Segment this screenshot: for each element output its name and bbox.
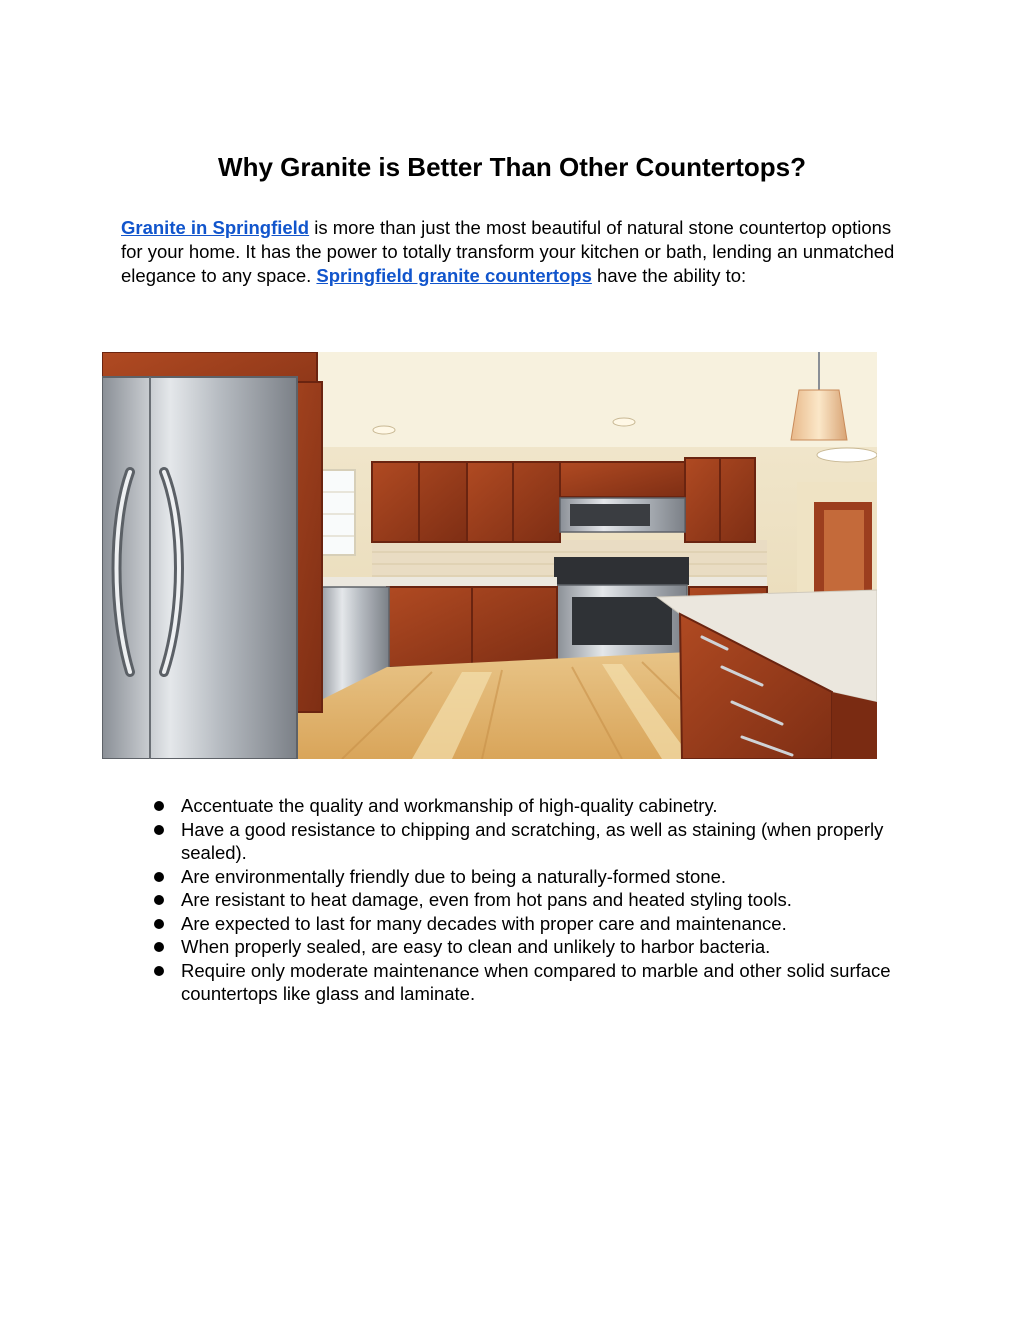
benefits-list (152, 794, 912, 1006)
kitchen-photo (102, 352, 877, 759)
bullet-icon (154, 872, 164, 882)
bullet-icon (154, 895, 164, 905)
list-item (152, 959, 912, 1006)
list-item-text: Are resistant to heat damage, even from hot pans and heated styling tools. (181, 889, 792, 910)
list-item (152, 935, 912, 959)
bullet-icon (154, 942, 164, 952)
list-item (152, 865, 912, 889)
ceiling-light (373, 426, 395, 434)
list-item-text: Are environmentally friendly due to being a naturally-formed stone. (181, 865, 727, 887)
upper-cabinet (560, 462, 685, 497)
intro-text-1: is more than just the most beautiful of natural stone countertop options for your home. It has the power to totally transform your kitchen or bath, lending an unmatched elegance to any space. (121, 217, 895, 286)
microwave-window (570, 504, 650, 526)
page-title: Why Granite is Better Than Other Countertops? (218, 152, 806, 182)
bullet-icon (154, 825, 164, 835)
bullet-icon (154, 966, 164, 976)
bullet-icon (154, 801, 164, 811)
island-side (832, 692, 877, 759)
list-item-text: Have a good resistance to chipping and scratching, as well as staining (when properly sealed). (181, 818, 884, 863)
window (320, 470, 355, 555)
list-item (152, 912, 912, 936)
stove-top (554, 557, 689, 585)
countertop (689, 577, 767, 587)
intro-text-2: have the ability to: (591, 265, 747, 286)
ceiling-light (817, 448, 877, 462)
pendant-lamp (791, 390, 847, 440)
list-item (152, 888, 912, 912)
refrigerator (102, 377, 297, 759)
list-item (152, 818, 912, 865)
intro-paragraph (121, 216, 911, 288)
list-item-text: Require only moderate maintenance when compared to marble and other solid surface countertops like glass and laminate. (181, 959, 891, 1004)
list-item-text: Accentuate the quality and workmanship of high-quality cabinetry. (181, 795, 718, 816)
countertop (317, 577, 557, 587)
list-item-text: Are expected to last for many decades with proper care and maintenance. (181, 912, 787, 934)
bullet-icon (154, 919, 164, 929)
list-item-text: When properly sealed, are easy to clean and unlikely to harbor bacteria. (181, 936, 771, 957)
ceiling-light (613, 418, 635, 426)
list-item (152, 794, 912, 818)
granite-in-springfield-link[interactable]: Granite in Springfield (121, 217, 310, 238)
springfield-granite-countertops-link[interactable]: Springfield granite countertops (316, 265, 592, 286)
oven-window (572, 597, 672, 645)
